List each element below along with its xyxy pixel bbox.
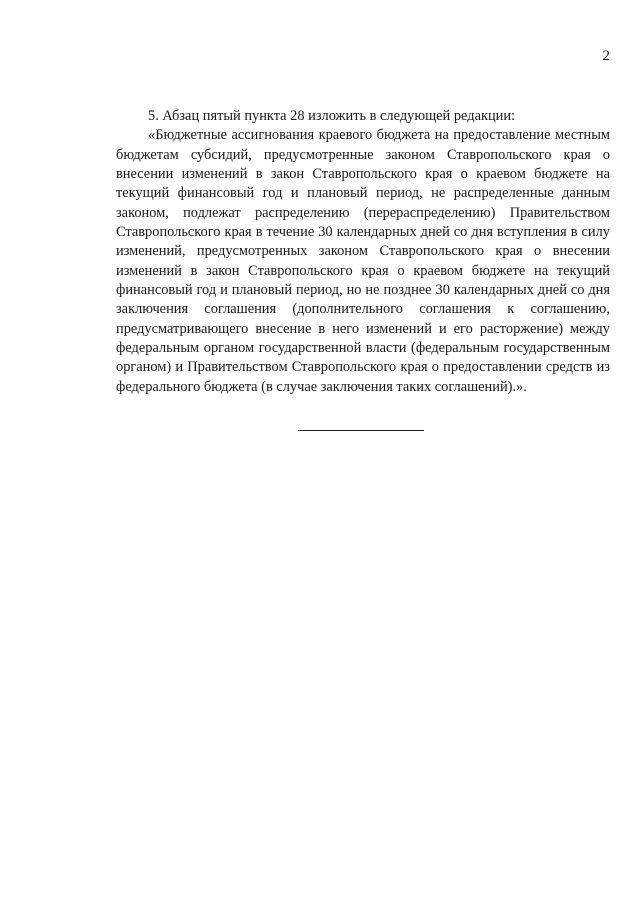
page-number: 2 — [602, 48, 610, 64]
amendment-instruction: 5. Абзац пятый пункта 28 изложить в следующей редакции: — [148, 108, 516, 124]
end-separator-line — [298, 430, 424, 431]
amendment-text: «Бюджетные ассигнования краевого бюджета на предоставление местным бюджетам субсидий, предусмотренные законом Ставропольского края о внесении изменений в закон Ставропольского края о краевом бюджете на текущий финансовый год и плановый период, не распределенные данным законом, подлежат распределению (перераспределению) Правительством Ставропольского края в течение 30 календарных дней со дня вступления в силу изменений, предусмотренных законом Ставропольского края о внесении изменений в закон Ставропольского края о краевом бюджете на текущий финансовый год и плановый период, но не позднее 30 календарных дней со дня заключения соглашения (дополнительного соглашения к соглашению, предусматривающего внесение в него изменений и его расторжение) между федеральным органом государственной власти (федеральным государственным органом) и Правительством Ставропольского края о предоставлении средств из федерального бюджета (в случае заключения таких соглашений).». — [116, 127, 610, 395]
document-body — [116, 107, 610, 397]
